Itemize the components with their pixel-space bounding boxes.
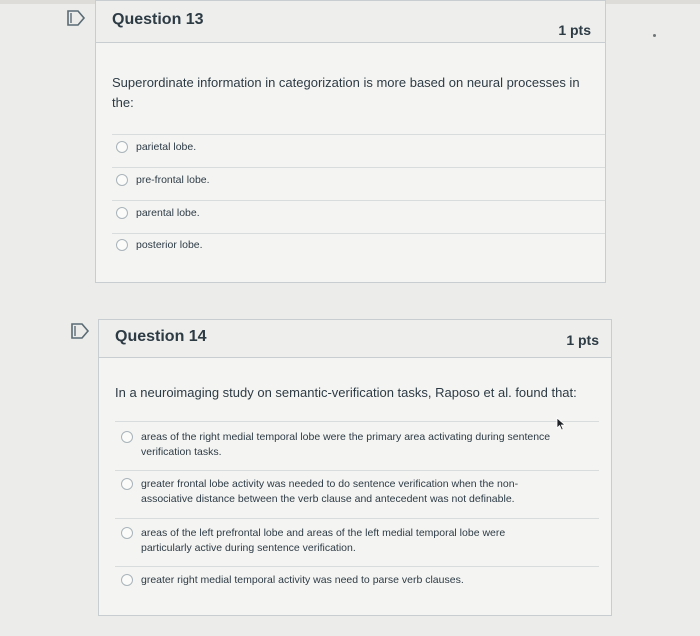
question-14-answer-2[interactable]: [121, 477, 561, 507]
answer-label: areas of the right medial temporal lobe were the primary area activating during sentence verification tasks.: [141, 431, 551, 458]
question-14-prompt: In a neuroimaging study on semantic-verification tasks, Raposo et al. found that:: [115, 385, 577, 400]
answer-divider: [115, 470, 599, 471]
question-13-points: 1 pts: [558, 22, 591, 38]
answer-label: posterior lobe.: [136, 239, 203, 251]
answer-label: greater frontal lobe activity was needed to do sentence verification when the non-associative distance between the verb clause and antecedent was not definable.: [141, 478, 519, 505]
question-14-answer-3[interactable]: [121, 526, 541, 556]
flag-question-14-icon[interactable]: [70, 323, 90, 339]
answer-divider: [112, 200, 605, 201]
question-13-answer-4[interactable]: [116, 238, 203, 253]
question-14-answer-4[interactable]: [121, 573, 464, 588]
question-13-answer-1[interactable]: [116, 140, 196, 155]
question-13-card: [95, 0, 606, 283]
radio-button-icon[interactable]: [121, 478, 133, 490]
answer-divider: [112, 233, 605, 234]
answer-divider: [115, 421, 599, 422]
question-13-header: [96, 1, 605, 43]
question-14-header: [99, 320, 611, 358]
answer-label: parietal lobe.: [136, 141, 197, 153]
answer-divider: [112, 134, 605, 135]
question-13-prompt: Superordinate information in categorization is more based on neural processes in the:: [112, 75, 580, 110]
radio-button-icon[interactable]: [121, 527, 133, 539]
radio-button-icon[interactable]: [116, 239, 128, 251]
question-13-answer-2[interactable]: [116, 173, 210, 188]
radio-button-icon[interactable]: [121, 574, 133, 586]
answer-label: parental lobe.: [136, 207, 200, 219]
question-14-points: 1 pts: [566, 332, 599, 348]
question-13-title: Question 13: [112, 11, 204, 28]
answer-label: greater right medial temporal activity was need to parse verb clauses.: [141, 574, 464, 586]
answer-divider: [112, 167, 605, 168]
radio-button-icon[interactable]: [116, 174, 128, 186]
answer-label: pre-frontal lobe.: [136, 174, 210, 186]
mouse-pointer-icon: [556, 417, 566, 436]
edge-dot: [653, 34, 656, 37]
flag-question-13-icon[interactable]: [66, 10, 86, 26]
answer-divider: [115, 518, 599, 519]
answer-divider: [115, 566, 599, 567]
radio-button-icon[interactable]: [116, 207, 128, 219]
answer-label: areas of the left prefrontal lobe and areas of the left medial temporal lobe were particularly active during sentence verification.: [141, 527, 506, 554]
question-13-answer-3[interactable]: [116, 206, 200, 221]
radio-button-icon[interactable]: [116, 141, 128, 153]
question-14-card: [98, 319, 612, 616]
question-14-title: Question 14: [115, 328, 207, 345]
radio-button-icon[interactable]: [121, 431, 133, 443]
question-14-answer-1[interactable]: [121, 430, 591, 460]
